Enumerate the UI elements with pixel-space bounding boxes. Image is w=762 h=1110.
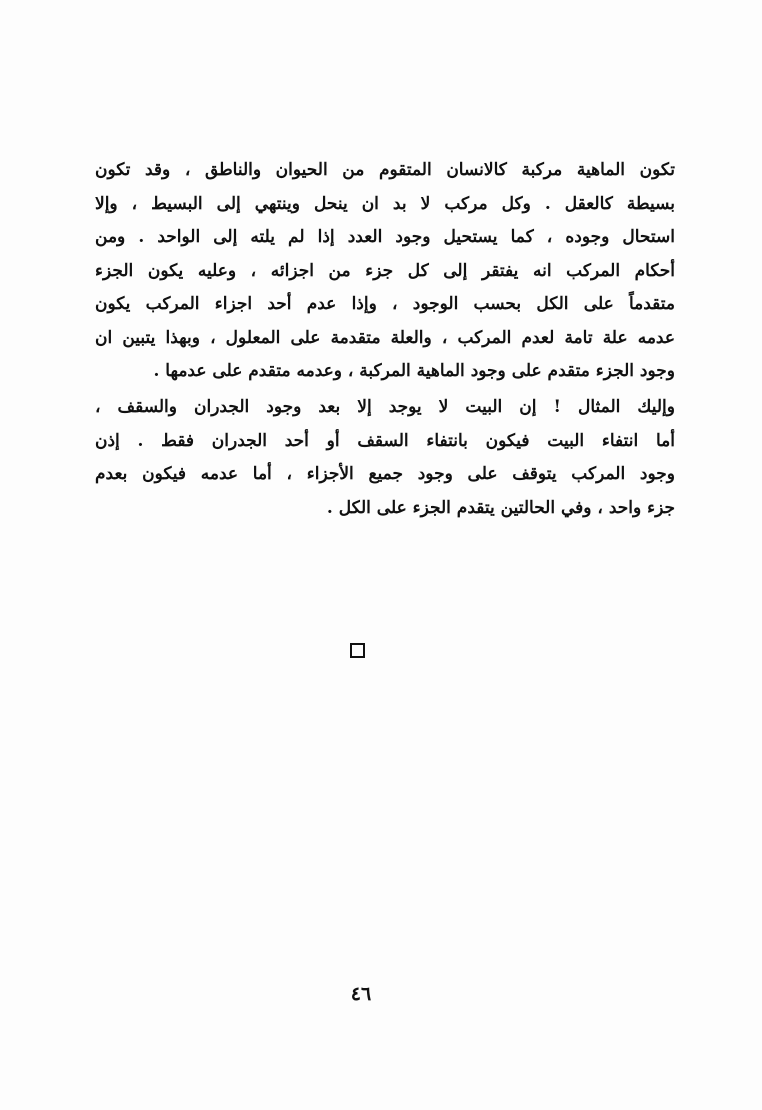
text-line: جزء واحد ، وفي الحالتين يتقدم الجزء على الكل . [326,497,675,518]
text-line: بسيطة كالعقل . وكل مركب لا بد ان ينحل وينتهي إلى البسيط ، وإلا [95,193,675,214]
text-line: وجود الجزء متقدم على وجود الماهية المركبة ، وعدمه متقدم على عدمها . [153,361,675,381]
paragraph-2 [95,391,675,525]
text-line: أحكام المركب انه يفتقر إلى كل جزء من اجزائه ، وعليه يكون الجزء [95,260,675,281]
page-number: ٤٦ [350,983,372,1005]
text-line: استحال وجوده ، كما يستحيل وجود العدد إذا لم يلته إلى الواحد . ومن [95,227,675,247]
text-line: عدمه علة تامة لعدم المركب ، والعلة متقدمة على المعلول ، وبهذا يتبين ان [95,327,675,348]
text-line: وإليك المثال ! إن البيت لا يوجد إلا بعد وجود الجدران والسقف ، [95,397,675,417]
text-line: وجود المركب يتوقف على وجود جميع الأجزاء ، أما عدمه فيكون بعدم [95,464,675,484]
paragraph-1 [95,154,675,389]
text-line: أما انتفاء البيت فيكون بانتفاء السقف أو أحد الجدران فقط . إذن [95,430,675,451]
text-line: متقدماً على الكل بحسب الوجود ، وإذا عدم أحد اجزاء المركب يكون [95,294,675,314]
end-of-section-square-icon [350,643,365,658]
text-line: تكون الماهية مركبة كالانسان المتقوم من الحيوان والناطق ، وقد تكون [95,160,675,180]
